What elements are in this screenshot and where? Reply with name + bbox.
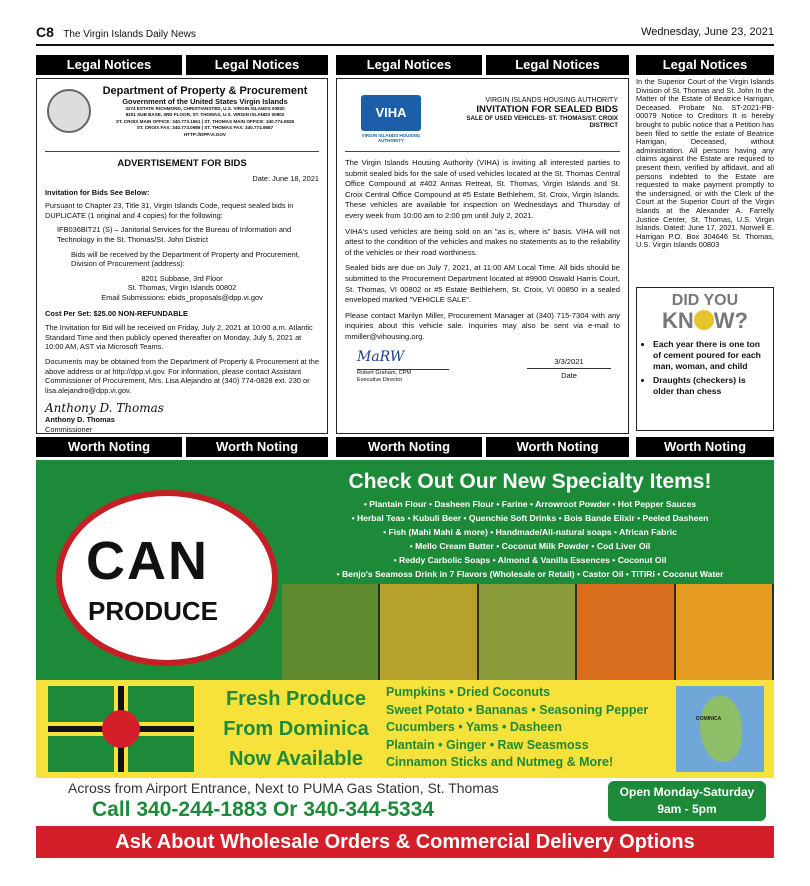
- dominica-map: [676, 686, 764, 772]
- can-produce-ad: [36, 460, 774, 858]
- worth-noting-bar: Worth Noting: [186, 437, 328, 457]
- legal-notices-bar: Legal Notices: [336, 55, 482, 75]
- dpp-cost: Cost Per Set: $25.00 NON-REFUNDABLE: [45, 308, 188, 318]
- viha-logo-sub: VIRGIN ISLANDS HOUSING AUTHORITY: [361, 133, 421, 143]
- fresh-produce-heading: Fresh Produce From Dominica Now Available: [223, 688, 369, 770]
- produce-photos: [282, 584, 774, 680]
- can-produce-logo: [56, 490, 278, 666]
- map-label: DOMINICA: [696, 716, 722, 722]
- logo-can: CAN: [86, 531, 209, 591]
- dpp-dept: Department of Property & Procurement: [102, 85, 308, 97]
- dpp-sig-name: Anthony D. Thomas: [45, 415, 115, 425]
- logo-produce: PRODUCE: [88, 596, 219, 626]
- ad-specialty-list: • Plantain Flour • Dasheen Flour • Farine • Arrowroot Powder • Hot Pepper Sauces • Herbal Teas • Kubuli Beer • Quenchie Soft Drinks • Bois Bande Elixir • Peeled Dasheen • Fish (Mahi Mahi & more) • Handmade/All-natural soaps • African Fabric • Mello Cream Butter • Coconut Milk Powder • Cod Liver Oil • Reddy Carbolic Soaps • Almond & Vanilla Essences • Coconut Oil • Benjo's Seamoss Drink in 7 Flavors (Wholesale or Retail) • Castor Oil • TiTiRi • Coconut Water: [336, 499, 724, 579]
- legal-notices-bar: Legal Notices: [486, 55, 629, 75]
- lightbulb-icon: [694, 310, 714, 330]
- dpp-p2: Bids will be received by the Department of Property and Procurement, Division of Procurement (address):: [71, 249, 300, 269]
- viha-p1: The Virgin Islands Housing Authority (VIHA) is inviting all interested parties to submit sealed bids for the sale of used vehicles located at the St. Thomas Central Office Compound at #402 Annas Retreat, St. Thomas, Virgin Islands and St. Croix Central Office Compound at #5 Estate Bethlehem, St. Croix, Virgin Islands. These vehicles are available for inspection on Wednesdays and Thursday of every week from 10:00 am to 2:00 pm until July 2, 2021.: [345, 158, 620, 220]
- header-rule: [36, 44, 774, 46]
- dyk-title1: DID YOU: [671, 292, 739, 309]
- fresh-produce-list: Pumpkins • Dried Coconuts Sweet Potato • Bananas • Seasoning Pepper Cucumbers • Yams • Dasheen Plantain • Ginger • Raw Seasmoss Cinnamon Sticks and Nutmeg & More!: [386, 685, 649, 769]
- viha-authority: VIRGIN ISLANDS HOUSING AUTHORITY: [485, 97, 618, 104]
- viha-p3: Sealed bids are due on July 7, 2021, at 11:00 AM Local Time. All bids should be submitted to the Procurement Department located at #9900 Oswald Harris Court, St. Thomas, VI 00802 or #5 Estate Bethlehem, St. Croix, VI 00850 in a sealed enveloped marked "VEHICLE SALE".: [345, 263, 620, 305]
- legal-notices-bar: Legal Notices: [186, 55, 328, 75]
- viha-notice: [336, 78, 629, 434]
- dyk-title: KN W?: [662, 308, 748, 333]
- dpp-seal-icon: [47, 89, 91, 133]
- dyk-fact: • Draughts (checkers) is older than chess: [653, 375, 767, 397]
- page-number: C8: [36, 24, 54, 40]
- page-header: [36, 24, 774, 44]
- ad-footer: Ask About Wholesale Orders & Commercial Delivery Options: [115, 831, 695, 853]
- dpp-notice: [36, 78, 328, 434]
- dpp-title: ADVERTISEMENT FOR BIDS: [117, 158, 247, 169]
- ad-location: Across from Airport Entrance, Next to PUMA Gas Station, St. Thomas: [68, 780, 499, 796]
- did-you-know-box: [636, 287, 774, 431]
- viha-logo: VIHA: [361, 95, 421, 131]
- dpp-signature: Anthony D. Thomas: [45, 401, 164, 416]
- dpp-address-block: 8201 Subbase, 3rd Floor St. Thomas, Virgin Islands 00802 Email Submissions: ebids_proposals@dpp.vi.gov: [101, 273, 263, 302]
- worth-noting-bar: Worth Noting: [486, 437, 629, 457]
- worth-noting-bar: Worth Noting: [36, 437, 182, 457]
- dpp-p3: The Invitation for Bid will be received on Friday, July 2, 2021 at 10:00 a.m. Atlantic Standard Time and then publicly opened thereafter on Monday, July 5, 2021 at 10:00 AM, AST via Microsoft Teams.: [45, 323, 313, 352]
- dpp-sig-title: Commissioner: [45, 424, 93, 434]
- viha-sig-block: Robert Graham, CPM Executive Director: [357, 369, 449, 384]
- viha-signature: MaRW: [357, 348, 405, 365]
- dominica-flag-icon: [48, 686, 194, 772]
- probate-notice: In the Superior Court of the Virgin Islands Division of St. Thomas and St. John In the Matter of the Estate of Beatrice Harrigan, Deceased. Probate No. ST-2021-PB-00079 Notice to Creditors It is hereby brought to public notice that a Petition has been filed to settle the estate of Beatrice Harrigan, Deceased, without administration. All persons having any claims against the Estate are required to present them, verified by affidavit, and all persons indebted to the Estate are requested to make payment promptly to the undersigned, or with the Clerk of the Court at the Superior Court of the Virgin Islands at the Alexander A. Farrelly Justice Center, St. Thomas, U.S. Virgin Islands. Dated: June 17, 2021. Norwell E. Harrigan P.O. Box 304646 St. Thomas, U.S. Virgin Islands 00803: [636, 77, 774, 250]
- viha-sub2: DISTRICT: [589, 122, 618, 129]
- ad-headline: Check Out Our New Specialty Items!: [348, 470, 712, 493]
- worth-noting-bar: Worth Noting: [636, 437, 774, 457]
- dpp-item: IFB036BIT21 (S) – Janitorial Services for the Bureau of Information and Technology in the St. Thomas/St. John District: [57, 225, 292, 244]
- worth-noting-bar: Worth Noting: [336, 437, 482, 457]
- dpp-address: 3274 ESTATE RICHMOND, CHRISTIANSTED, U.S. VIRGIN ISLANDS 00820 8201 SUB BASE, 3RD FLOOR, ST. THOMAS, U.S. VIRGIN ISLANDS 00802 ST. CROIX MAIN OFFICE: 340.773.1561 | ST. THOMAS MAIN OFFICE: 340.774.0828 ST. CROIX FAX: 340.773.0986 | ST. THOMAS FAX: 340.774.9587 HTTP://DPP.VI.GOV: [115, 106, 295, 137]
- dpp-invitation: Invitation for Bids See Below:: [45, 187, 150, 197]
- ad-phone: Call 340-244-1883 Or 340-344-5334: [92, 798, 435, 821]
- paper-name: The Virgin Islands Daily News: [63, 29, 196, 40]
- dyk-fact: • Each year there is one ton of cement poured for each man, woman, and child: [653, 339, 767, 371]
- dpp-p1: Pursuant to Chapter 23, Title 31, Virgin Islands Code, request sealed bids in DUPLICATE (1 original and 4 copies) for the following:: [45, 201, 294, 220]
- dpp-p4: Documents may be obtained from the Department of Property & Procurement at the above address or at http://dpp.vi.gov. For information, please contact Assistant Commissioner of Procurement, Mrs. Lisa Alejandro at (340) 774-0828 ext. 230 or lisa.alejandro@dpp.vi.gov.: [45, 356, 319, 395]
- viha-p4: Please contact Marilyn Miller, Procurement Manager at (340) 715-7304 with any inquiries about this vehicle sale. Inquiries may also be sent via e-mail to mmiller@vihousing.org.: [345, 310, 620, 341]
- dpp-date: Date: June 18, 2021: [252, 174, 319, 183]
- viha-title: INVITATION FOR SEALED BIDS: [476, 104, 618, 115]
- viha-sub1: SALE OF USED VEHICLES- ST. THOMAS/ST. CROIX: [466, 115, 618, 122]
- legal-notices-bar: Legal Notices: [36, 55, 182, 75]
- issue-date: Wednesday, June 23, 2021: [641, 26, 774, 38]
- viha-date: 3/3/2021 Date: [527, 357, 611, 380]
- dpp-gov: Government of the United States Virgin Islands: [122, 97, 288, 106]
- wholesale-band: [36, 826, 774, 858]
- dominica-band: [36, 680, 774, 778]
- ad-hours: Open Monday-Saturday 9am - 5pm: [608, 781, 766, 821]
- viha-p2: VIHA's used vehicles are being sold on an "as is, where is" basis. VIHA will not attest to the condition of the vehicles and makes no statements as to the reliability of the vehicles or their road worthiness.: [345, 226, 620, 257]
- contact-band: [36, 778, 774, 826]
- legal-notices-bar: Legal Notices: [636, 55, 774, 75]
